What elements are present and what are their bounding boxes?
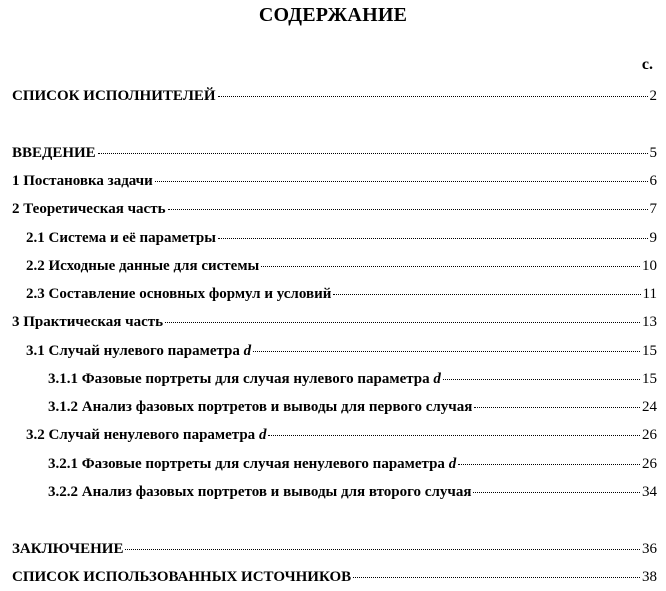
toc-entry-page: 36 (642, 541, 657, 557)
toc-entry-label: 3.2.1 Фазовые портреты для случая ненулевого параметра d (48, 456, 457, 472)
toc-entry-performers[interactable] (12, 86, 657, 106)
toc-entry-label: ВВЕДЕНИЕ (12, 145, 96, 161)
toc-entry-page: 2 (649, 88, 657, 104)
toc-entry-section-3-1-1[interactable] (48, 369, 657, 389)
dot-leader (458, 464, 640, 465)
toc-entry-introduction[interactable] (12, 143, 657, 163)
toc-entry-label: 3.2.2 Анализ фазовых портретов и выводы для второго случая (48, 484, 472, 500)
italic-symbol: d (433, 371, 441, 387)
toc-entry-references[interactable] (12, 567, 657, 587)
toc-entry-section-2[interactable] (12, 199, 657, 219)
dot-leader (155, 181, 648, 182)
toc-entry-page: 34 (642, 484, 657, 500)
italic-symbol: d (448, 456, 457, 472)
dot-leader (443, 379, 640, 380)
dot-leader (168, 209, 648, 210)
toc-entry-page: 38 (642, 569, 657, 585)
dot-leader (473, 492, 640, 493)
page-column-label: с. (641, 56, 653, 73)
toc-entry-label: 2 Теоретическая часть (12, 201, 166, 217)
dot-leader (98, 153, 648, 154)
dot-leader (218, 238, 648, 239)
toc-entry-page: 7 (649, 201, 657, 217)
toc-entry-section-1[interactable] (12, 171, 657, 191)
toc-entry-page: 9 (649, 230, 657, 246)
toc-entry-label: 3.1.2 Анализ фазовых портретов и выводы для первого случая (48, 399, 473, 415)
toc-entry-label: 3 Практическая часть (12, 314, 164, 330)
dot-leader (261, 266, 640, 267)
toc-entry-label: СПИСОК ИСПОЛЬЗОВАННЫХ ИСТОЧНИКОВ (12, 569, 352, 585)
toc-entry-page: 5 (649, 145, 657, 161)
toc-entry-label: ЗАКЛЮЧЕНИЕ (12, 541, 124, 557)
toc-entry-section-3[interactable] (12, 312, 657, 332)
dot-leader (218, 96, 648, 97)
dot-leader (253, 351, 640, 352)
dot-leader (474, 407, 640, 408)
toc-entry-section-3-2-1[interactable] (48, 454, 657, 474)
toc-entry-page: 26 (642, 456, 657, 472)
toc-entry-label: 3.2 Случай ненулевого параметра d (26, 427, 267, 443)
toc-entry-page: 15 (642, 343, 657, 359)
toc-entry-label: 2.3 Составление основных формул и условий (26, 286, 332, 302)
toc-entry-label: 2.1 Система и её параметры (26, 230, 216, 246)
toc-entry-section-2-1[interactable] (26, 228, 657, 248)
italic-symbol: d (258, 427, 267, 443)
toc-entry-page: 11 (642, 286, 657, 302)
toc-entry-label: 3.1 Случай нулевого параметра d (26, 343, 252, 359)
toc-entry-conclusion[interactable] (12, 539, 657, 559)
toc-entry-page: 15 (642, 371, 657, 387)
toc-entry-label: СПИСОК ИСПОЛНИТЕЛЕЙ (12, 88, 216, 104)
toc-entry-page: 26 (642, 427, 657, 443)
toc-entry-page: 10 (642, 258, 657, 274)
toc-entry-section-2-3[interactable] (26, 284, 657, 304)
toc-entry-section-3-2[interactable] (26, 425, 657, 445)
dot-leader (165, 322, 640, 323)
dot-leader (353, 577, 640, 578)
toc-entry-section-3-1[interactable] (26, 341, 657, 361)
italic-symbol: d (243, 343, 252, 359)
toc-entry-label: 3.1.1 Фазовые портреты для случая нулевого параметра d (48, 371, 441, 387)
toc-entry-page: 6 (649, 173, 657, 189)
toc-entry-label: 2.2 Исходные данные для системы (26, 258, 260, 274)
toc-entry-section-3-1-2[interactable] (48, 397, 657, 417)
toc-entry-label: 1 Постановка задачи (12, 173, 153, 189)
page-title: СОДЕРЖАНИЕ (258, 4, 408, 26)
toc-entry-page: 13 (642, 314, 657, 330)
toc-entry-section-2-2[interactable] (26, 256, 657, 276)
toc-entry-section-3-2-2[interactable] (48, 482, 657, 502)
toc-entry-page: 24 (642, 399, 657, 415)
dot-leader (333, 294, 640, 295)
dot-leader (268, 435, 640, 436)
dot-leader (125, 549, 640, 550)
